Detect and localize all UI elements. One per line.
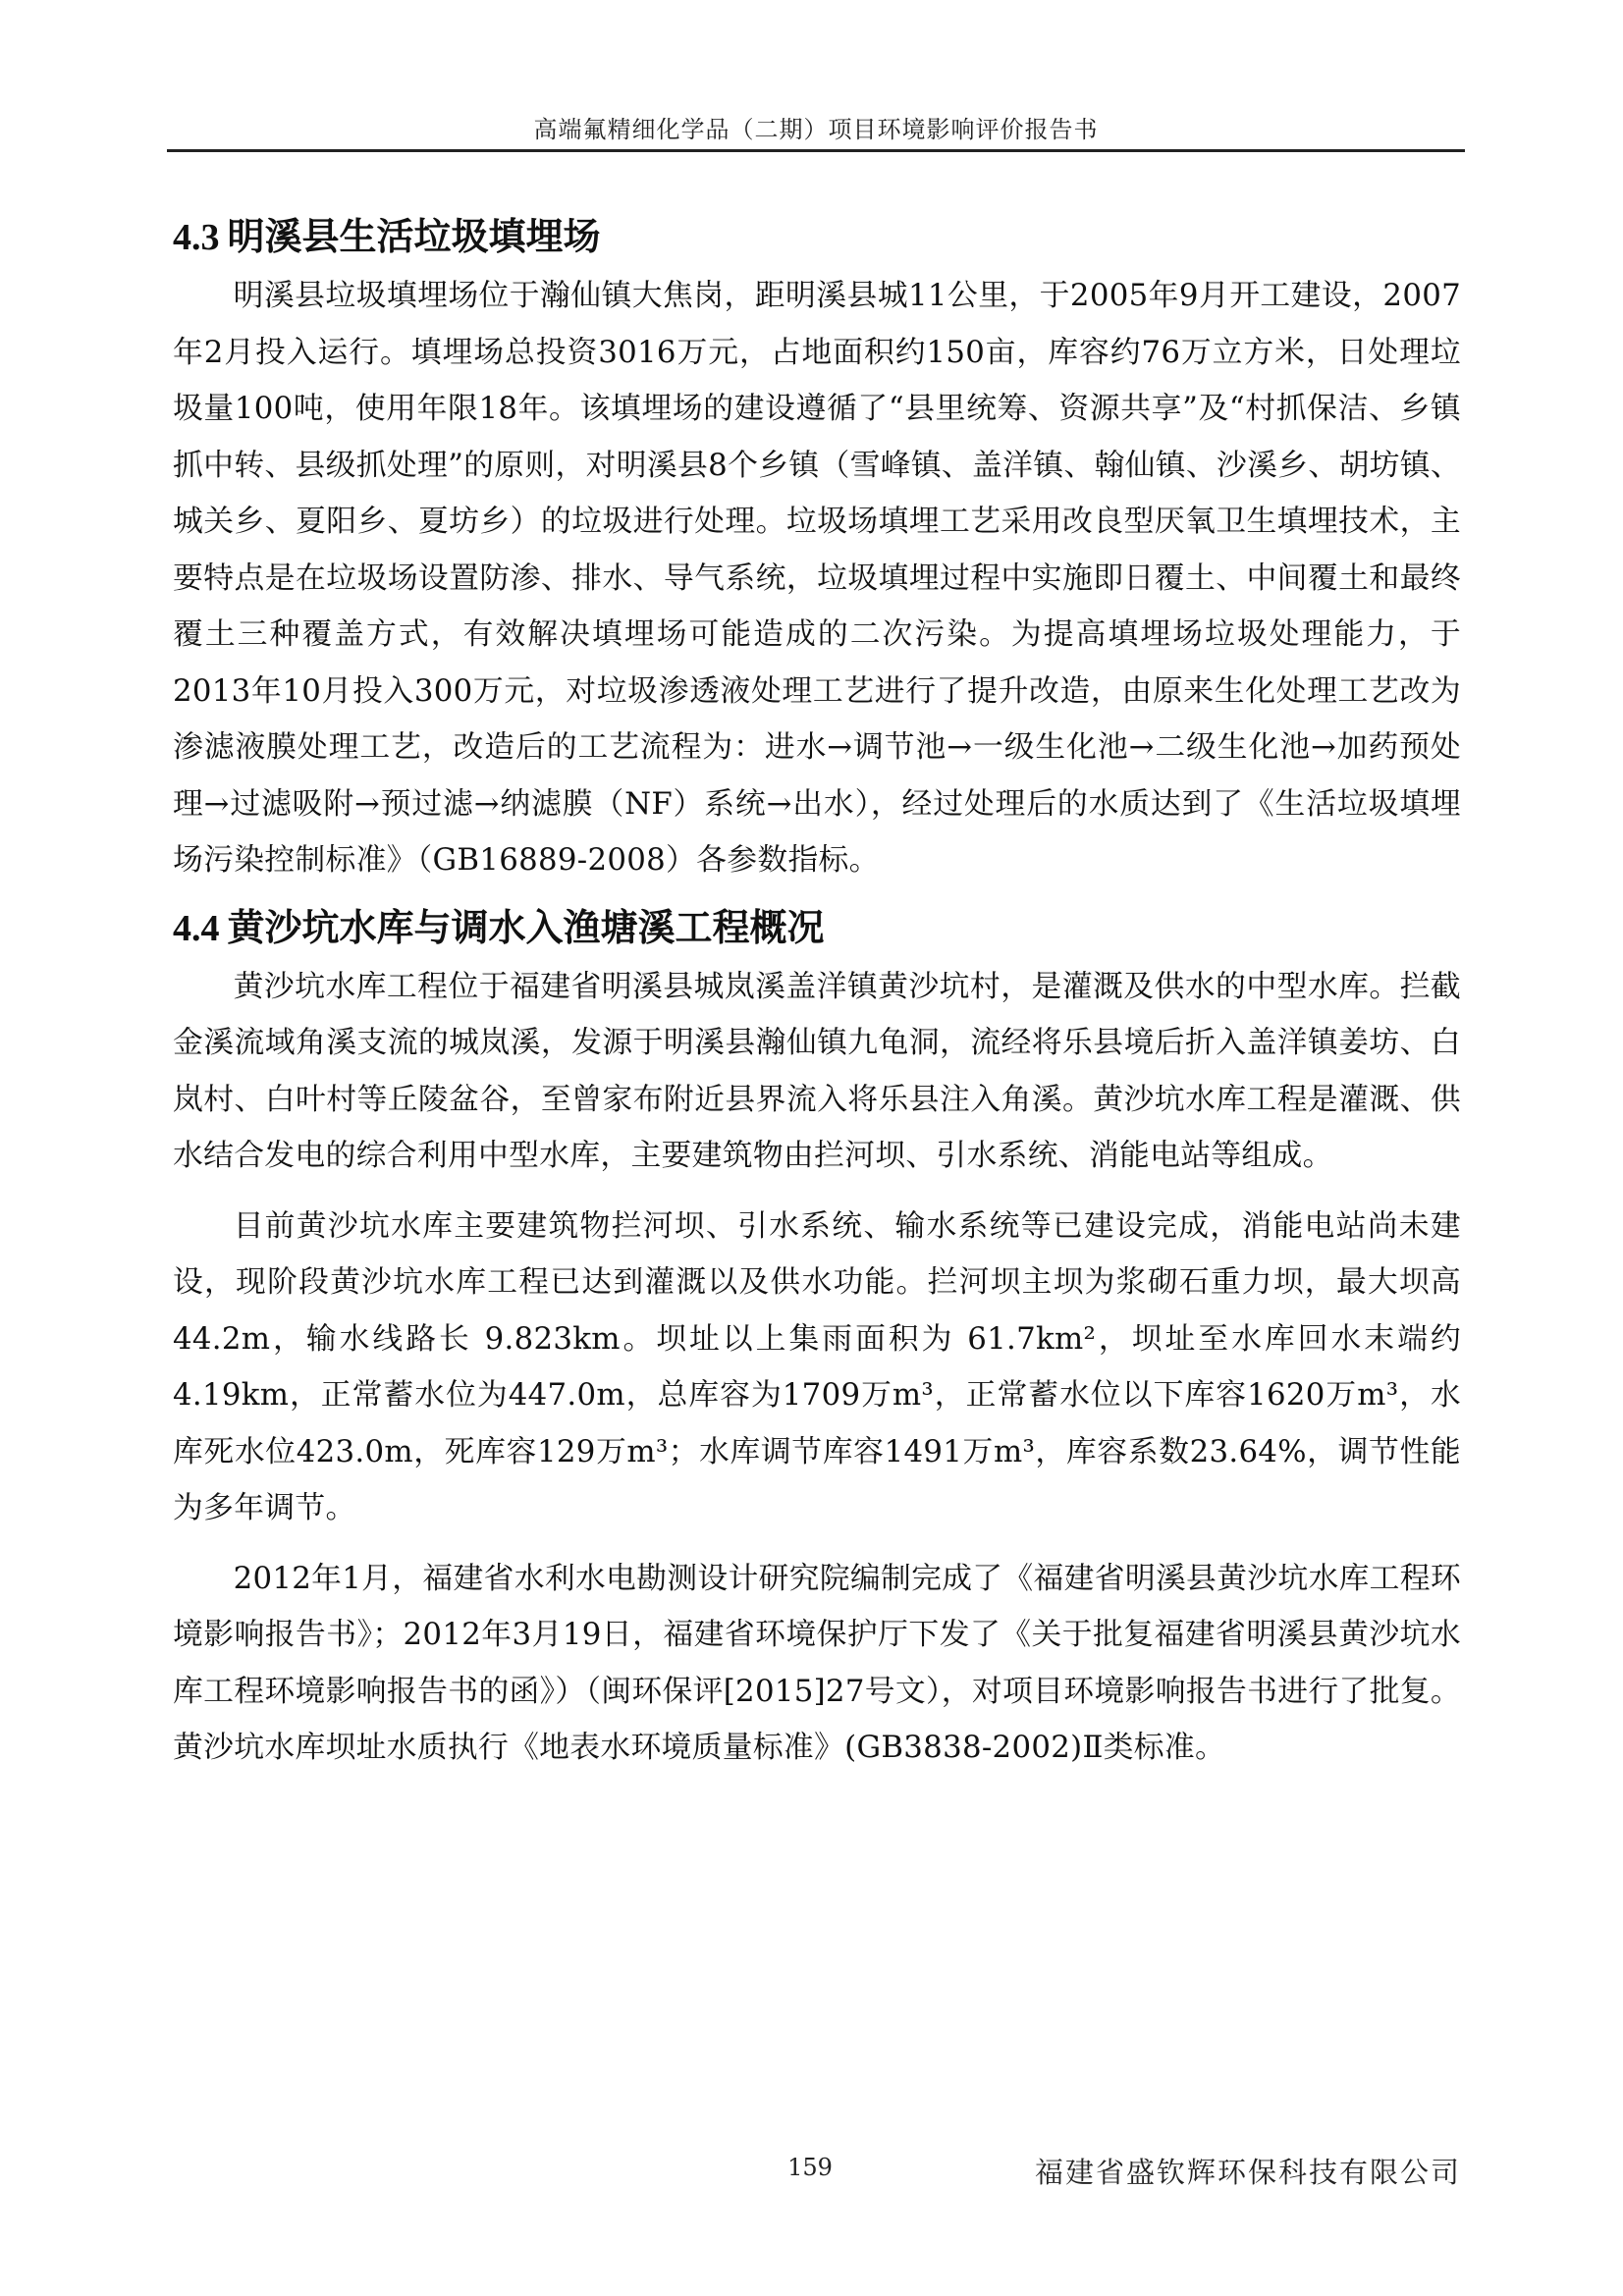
footer-company: 福建省盛钦辉环保科技有限公司 xyxy=(1034,2156,1461,2189)
page-content xyxy=(173,206,1461,1777)
section-heading xyxy=(173,897,1461,959)
page-number: 159 xyxy=(787,2154,833,2181)
header-rule xyxy=(167,149,1465,152)
body-paragraph: 2012年1月，福建省水利水电勘测设计研究院编制完成了《福建省明溪县黄沙坑水库工程环境影响报告书》；2012年3月19日，福建省环境保护厅下发了《关于批复福建省明溪县黄沙坑水库工程环境影响报告书的函》）（闽环保评[2015]27号文），对项目环境影响报告书进行了批复。黄沙坑水库坝址水质执行《地表水环境质量标准》(GB3838-2002)Ⅱ类标准。 xyxy=(173,1560,1461,1765)
section-heading xyxy=(173,206,1461,268)
section-number: 4.3 xyxy=(173,217,220,258)
body-paragraph: 目前黄沙坑水库主要建筑物拦河坝、引水系统、输水系统等已建设完成，消能电站尚未建设，现阶段黄沙坑水库工程已达到灌溉以及供水功能。拦河坝主坝为浆砌石重力坝，最大坝高 44.2m，输水线路长 9.823km。坝址以上集雨面积为 61.7km²，坝址至水库回水末端约4.19km，正常蓄水位为447.0m，总库容为1709万m³，正常蓄水位以下库容1620万m³，水库死水位423.0m，死库容129万m³；水库调节库容1491万m³，库容系数23.64%，调节性能为多年调节。 xyxy=(173,1207,1461,1525)
section-title: 黄沙坑水库与调水入渔塘溪工程概况 xyxy=(227,905,825,949)
page-header-title: 高端氟精细化学品（二期）项目环境影响评价报告书 xyxy=(533,116,1099,143)
section-number: 4.4 xyxy=(173,907,220,949)
section-title: 明溪县生活垃圾填埋场 xyxy=(227,215,601,258)
body-paragraph: 黄沙坑水库工程位于福建省明溪县城岚溪盖洋镇黄沙坑村，是灌溉及供水的中型水库。拦截金溪流域角溪支流的城岚溪，发源于明溪县瀚仙镇九龟洞，流经将乐县境后折入盖洋镇姜坊、白岚村、白叶村等丘陵盆谷，至曾家布附近县界流入将乐县注入角溪。黄沙坑水库工程是灌溉、供水结合发电的综合利用中型水库，主要建筑物由拦河坝、引水系统、消能电站等组成。 xyxy=(173,968,1461,1173)
body-paragraph: 明溪县垃圾填埋场位于瀚仙镇大焦岗，距明溪县城11公里，于2005年9月开工建设，2007年2月投入运行。填埋场总投资3016万元，占地面积约150亩，库容约76万立方米，日处理垃圾量100吨，使用年限18年。该填埋场的建设遵循了“县里统筹、资源共享”及“村抓保洁、乡镇抓中转、县级抓处理”的原则，对明溪县8个乡镇（雪峰镇、盖洋镇、翰仙镇、沙溪乡、胡坊镇、城关乡、夏阳乡、夏坊乡）的垃圾进行处理。垃圾场填埋工艺采用改良型厌氧卫生填埋技术，主要特点是在垃圾场设置防渗、排水、导气系统，垃圾填埋过程中实施即日覆土、中间覆土和最终覆土三种覆盖方式，有效解决填埋场可能造成的二次污染。为提高填埋场垃圾处理能力，于2013年10月投入300万元，对垃圾渗透液处理工艺进行了提升改造，由原来生化处理工艺改为渗滤液膜处理工艺，改造后的工艺流程为：进水→调节池→一级生化池→二级生化池→加药预处理→过滤吸附→预过滤→纳滤膜（NF）系统→出水），经过处理后的水质达到了《生活垃圾填埋场污染控制标准》（GB16889-2008）各参数指标。 xyxy=(173,278,1461,878)
